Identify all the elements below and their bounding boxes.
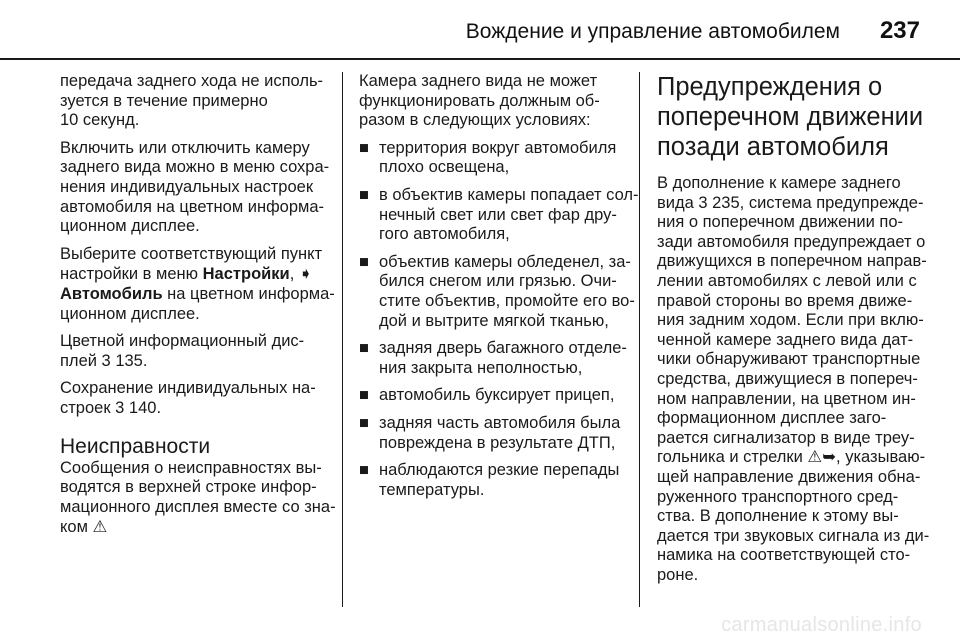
header-title: Вождение и управление автомобилем [465, 20, 840, 43]
menu-arrow-icon: ➧ [298, 264, 313, 284]
column-left [60, 72, 338, 546]
list-item: ■ объектив камеры обледенел, за- бился снегом или грязью. Очи- стите объектив, промойте его во- дой и вытрите мягкой тканью, [359, 252, 635, 330]
bullet-square-icon: ■ [359, 461, 369, 480]
bullet-square-icon: ■ [359, 339, 369, 358]
watermark: carmanualsonline.info [721, 614, 922, 636]
paragraph-personal-settings-ref: Сохранение индивидуальных на- строек 3 140. [60, 379, 316, 417]
bullet-square-icon: ■ [359, 386, 369, 405]
page-number: 237 [879, 17, 920, 44]
conditions-list [359, 138, 639, 501]
list-item: ■ территория вокруг автомобиля плохо освещена, [359, 138, 617, 177]
header-rule [0, 58, 960, 60]
list-item: ■ задняя часть автомобиля была повреждена в результате ДТП, [359, 413, 621, 452]
list-item: ■ в объектив камеры попадает сол- нечный свет или свет фар дру- гого автомобиля, [359, 185, 639, 244]
menu-vehicle: Автомобиль [60, 284, 163, 303]
bullet-square-icon: ■ [359, 252, 369, 271]
list-item: ■ наблюдаются резкие перепады температуры. [359, 461, 620, 499]
warning-triangle-icon: ⚠ [92, 517, 108, 537]
bullet-square-icon: ■ [359, 138, 369, 157]
section-heading-cross-traffic: Предупреждения о поперечном движении позади автомобиля [657, 73, 924, 161]
column-divider [342, 72, 343, 607]
paragraph-camera-toggle: Включить или отключить камеру заднего вида можно в меню сохра- нения индивидуальных настроек автомобиля на цветном информа- ционном дисплее. [60, 138, 330, 236]
column-middle [359, 72, 639, 508]
list-item: ■ задняя дверь багажного отделе- ния закрыта неполностью, [359, 339, 627, 377]
paragraph-cross-traffic: В дополнение к камере заднего вида 3 235, система предупрежде- ния о поперечном движении по- зади автомобиля предупреждает о движущихся в поперечном направ- лении автомобилях с левой или с правой стороны во время движе- ния задним ходом. Если при вклю- ченной камере заднего вида дат- чики обнаруживают транспортные средства, движущиеся в попереч- ном направлении, на цветном ин- формационном дисплее заго- рается сигнализатор в виде треу- гольника и стрелки ⚠➥, указываю- щей направление движения обна- руженного транспортного сред- ства. В дополнение к этому вы- дается три звуковых сигнала из ди- намика на соответствующей сто- роне. [657, 174, 930, 584]
page-ref-arrow-icon: 3 [101, 351, 111, 370]
paragraph-info-display-ref: Цветной информационный дис- плей 3 135. [60, 332, 305, 370]
paragraph-camera-conditions: Камера заднего вида не может функционировать должным об- разом в следующих условиях: [359, 72, 600, 130]
menu-settings: Настройки [202, 265, 290, 284]
page-ref-arrow-icon: 3 [115, 398, 125, 417]
column-right [657, 72, 930, 593]
column-divider [639, 72, 640, 607]
section-heading-faults: Неисправности [60, 434, 211, 458]
list-item: ■ автомобиль буксирует прицеп, [359, 386, 615, 405]
paragraph-reverse-gear: передача заднего хода не исполь- зуется в течение примерно 10 секунд. [60, 72, 324, 130]
page-header [0, 0, 960, 58]
bullet-square-icon: ■ [359, 185, 369, 204]
paragraph-select-menu: Выберите соответствующий пункт настройки в меню Настройки, ➧ Автомобиль на цветном информа- ционном дисплее. [60, 244, 335, 323]
paragraph-faults: Сообщения о неисправностях вы- водятся в верхней строке инфор- мационного дисплея вместе со зна- ком ⚠ [60, 458, 336, 537]
bullet-square-icon: ■ [359, 413, 369, 432]
